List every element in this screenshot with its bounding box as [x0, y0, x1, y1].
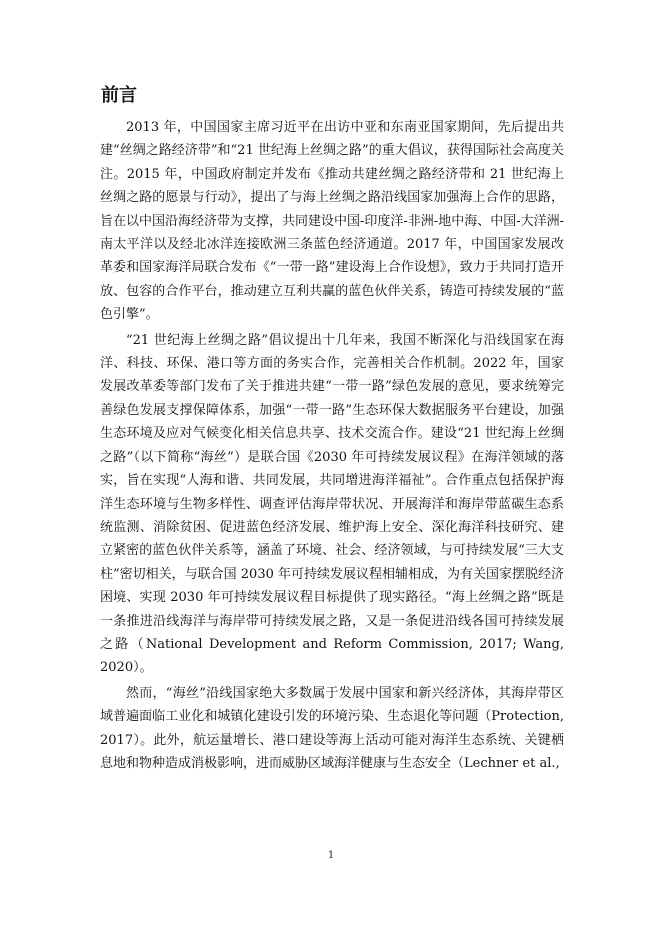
section-heading: 前言 [101, 85, 137, 106]
paragraph-2: “21 世纪海上丝绸之路”倡议提出十几年来，我国不断深化与沿线国家在海洋、科技、环保、港口等方面的务实合作，完善相关合作机制。2022 年，国家发展改革委等部门发布了关于推进共建“一带一路”绿色发展的意见，要求统筹完善绿色发展支撑保障体系，加强“一带一路”生态环保大数据服务平台建设，加强生态环境及应对气候变化相关信息共享、技术交流合作。建设“21 世纪海上丝绸之路”（以下简称“海丝”）是联合国《2030 年可持续发展议程》在海洋领域的落实，旨在实现“人海和谐、共同发展，共同增进海洋福祉”。合作重点包括保护海洋生态环境与生物多样性、调查评估海岸带状况、开展海洋和海岸带蓝碳生态系统监测、消除贫困、促进蓝色经济发展、维护海上安全、深化海洋科技研究、建立紧密的蓝色伙伴关系等，涵盖了环境、社会、经济领域，与可持续发展“三大支柱”密切相关，与联合国 2030 年可持续发展议程相辅相成，为有关国家摆脱经济困境、实现 2030 年可持续发展议程目标提供了现实路径。“海上丝绸之路”既是一条推进沿线海洋与海岸带可持续发展之路，又是一条促进沿线各国可持续发展之路（National Development and Reform Commission, 2017; Wang, 2020）。 [100, 332, 564, 676]
paragraph-1: 2013 年，中国国家主席习近平在出访中亚和东南亚国家期间，先后提出共建“丝绸之路经济带”和“21 世纪海上丝绸之路”的重大倡议，获得国际社会高度关注。2015 年，中国政府制定并发布《推动共建丝绸之路经济带和 21 世纪海上丝绸之路的愿景与行动》，提出了与海上丝绸之路沿线国家加强海上合作的思路，旨在以中国沿海经济带为支撑，共同建设中国-印度洋-非洲-地中海、中国-大洋洲-南太平洋以及经北冰洋连接欧洲三条蓝色经济通道。2017 年，中国国家发展改革委和国家海洋局联合发布《“一带一路”建设海上合作设想》，致力于共同打造开放、包容的合作平台，推动建立互利共赢的蓝色伙伴关系，铸造可持续发展的“蓝色引擎”。 [100, 120, 564, 323]
page-number: 1 [327, 850, 335, 861]
body-text [100, 116, 564, 777]
paragraph-3: 然而，“海丝”沿线国家绝大多数属于发展中国家和新兴经济体，其海岸带区域普遍面临工业化和城镇化建设引发的环境污染、生态退化等问题（Protection, 2017）。此外，航运量增长、港口建设等海上活动可能对海洋生态系统、关键栖息地和物种造成消极影响，进而威胁区域海洋健康与生态安全（Lechner et al., [100, 685, 564, 771]
